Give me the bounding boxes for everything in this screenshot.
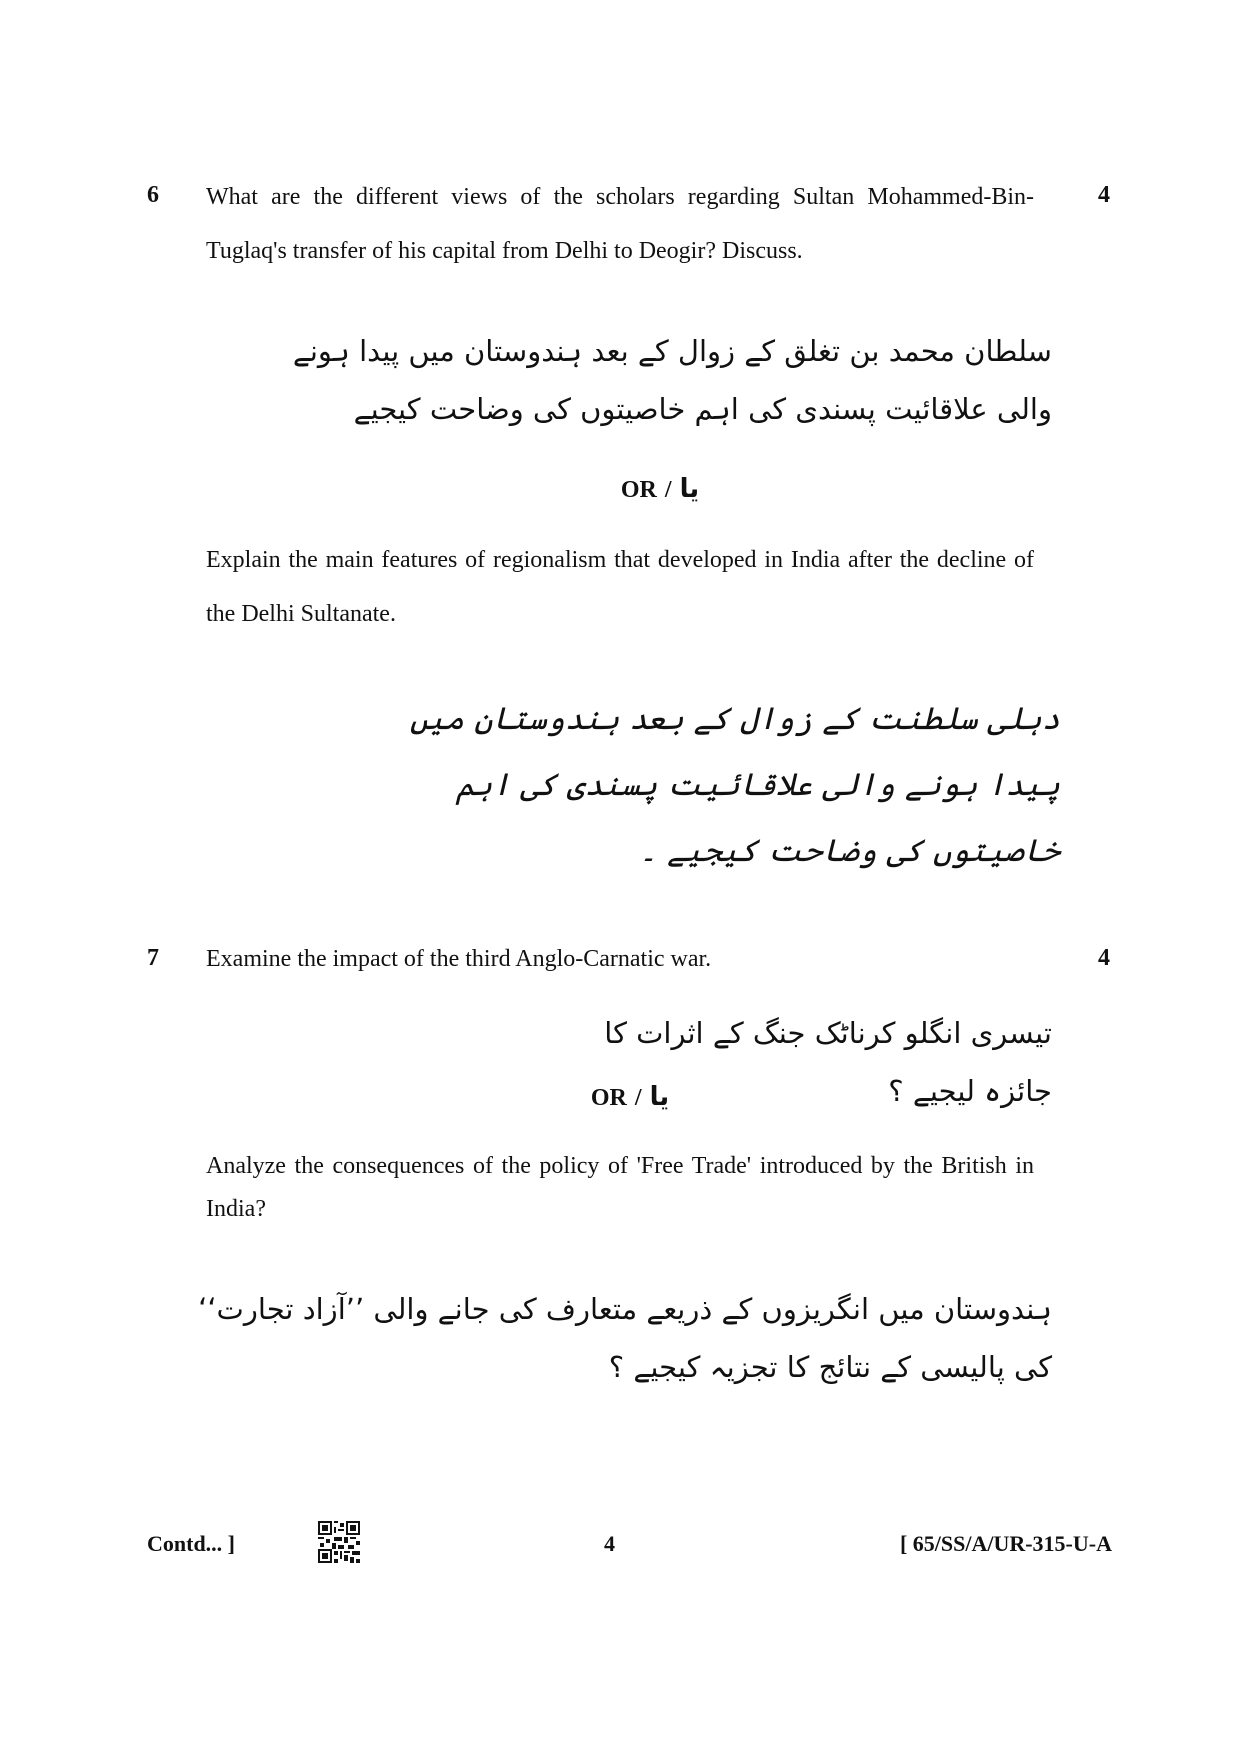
question-marks: 4: [1098, 945, 1110, 971]
question-number: 6: [147, 182, 159, 208]
or-label: OR: [620, 477, 657, 503]
question-text-english: Examine the impact of the third Anglo-Carnatic war.: [206, 946, 712, 972]
question-marks: 4: [1098, 182, 1110, 208]
alternate-question-urdu: ہندوستان میں انگریزوں کے ذریعے متعارف کی جانے والی ’’آزاد تجارت‘‘ کی پالیسی کے نتائج کا تجزیہ کیجیے ؟: [198, 1292, 1052, 1384]
or-urdu: یا: [679, 474, 700, 504]
continued-label: Contd... ]: [147, 1531, 236, 1556]
page-number: 4: [604, 1531, 615, 1556]
alternate-question-urdu: دہلی سلطنت کے زوال کے بعد ہندوستان میں پیدا ہونے والی علاقائیت پسندی کی اہم خاصیتوں کی وضاحت کیجیے ۔: [409, 701, 1060, 869]
paper-code: [ 65/SS/A/UR-315-U-A: [899, 1531, 1112, 1556]
question-number: 7: [147, 945, 159, 971]
question-text-english: What are the different views of the scholars regarding Sultan Mohammed-Bin-Tuglaq's transfer of his capital from Delhi to Deogir? Discuss.: [206, 184, 1034, 264]
or-separator: OR / یا: [620, 474, 700, 504]
qr-code-icon: [318, 1521, 360, 1563]
alternate-question-english: Analyze the consequences of the policy of 'Free Trade' introduced by the British in India?: [206, 1153, 1034, 1222]
or-urdu: یا: [649, 1082, 670, 1112]
question-text-urdu: سلطان محمد بن تغلق کے زوال کے بعد ہندوستان میں پیدا ہونے والی علاقائیت پسندی کی اہم خاصیتوں کی وضاحت کیجیے: [292, 334, 1052, 426]
or-label: OR: [590, 1085, 627, 1111]
alternate-question-english: Explain the main features of regionalism that developed in India after the decline of the Delhi Sultanate.: [206, 547, 1034, 627]
question-text-urdu: تیسری انگلو کرناٹک جنگ کے اثرات کا جائزہ لیجیے ؟: [604, 1016, 1052, 1108]
or-separator: OR / یا: [590, 1082, 670, 1112]
